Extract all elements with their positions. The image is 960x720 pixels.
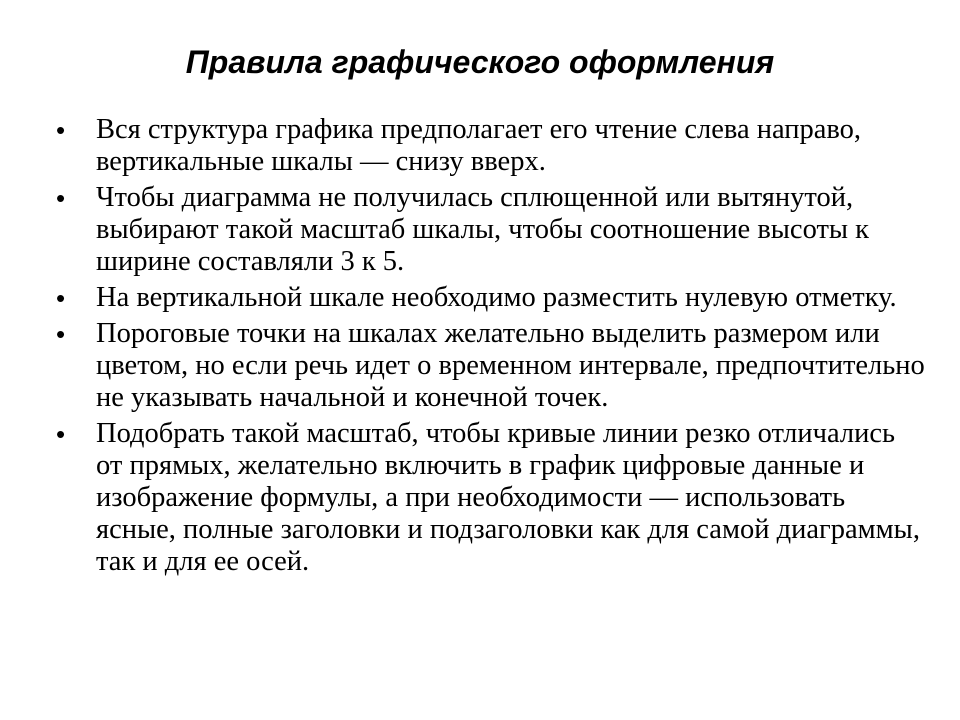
bullet-dot-icon: • <box>56 419 66 449</box>
slide-title: Правила графического оформления <box>185 44 775 80</box>
bullet-dot-icon: • <box>56 319 66 349</box>
bullet-text: Вся структура графика предполагает его чтение слева направо, вертикальные шкалы — снизу вверх. <box>96 114 862 177</box>
bullet-item <box>56 418 926 578</box>
bullet-dot-icon: • <box>56 115 66 145</box>
bullet-text: На вертикальной шкале необходимо разместить нулевую отметку. <box>96 282 897 313</box>
bullet-text: Чтобы диаграмма не получилась сплющенной или вытянутой, выбирают такой масштаб шкалы, чтобы соотношение высоты к ширине составляли 3 к 5. <box>96 182 870 277</box>
bullet-item <box>56 182 926 278</box>
bullet-item <box>56 282 926 314</box>
bullet-list <box>56 114 926 582</box>
bullet-item <box>56 114 926 178</box>
bullet-item <box>56 318 926 414</box>
bullet-text: Пороговые точки на шкалах желательно выделить размером или цветом, но если речь идет о временном интервале, предпочтительно не указывать начальной и конечной точек. <box>96 318 925 413</box>
bullet-text: Подобрать такой масштаб, чтобы кривые линии резко отличались от прямых, желательно включить в график цифровые данные и изображение формулы, а при необходимости — использовать ясные, полные заголовки и подзаголовки как для самой диаграммы, так и для ее осей. <box>96 418 920 577</box>
bullet-dot-icon: • <box>56 183 66 213</box>
bullet-dot-icon: • <box>56 283 66 313</box>
